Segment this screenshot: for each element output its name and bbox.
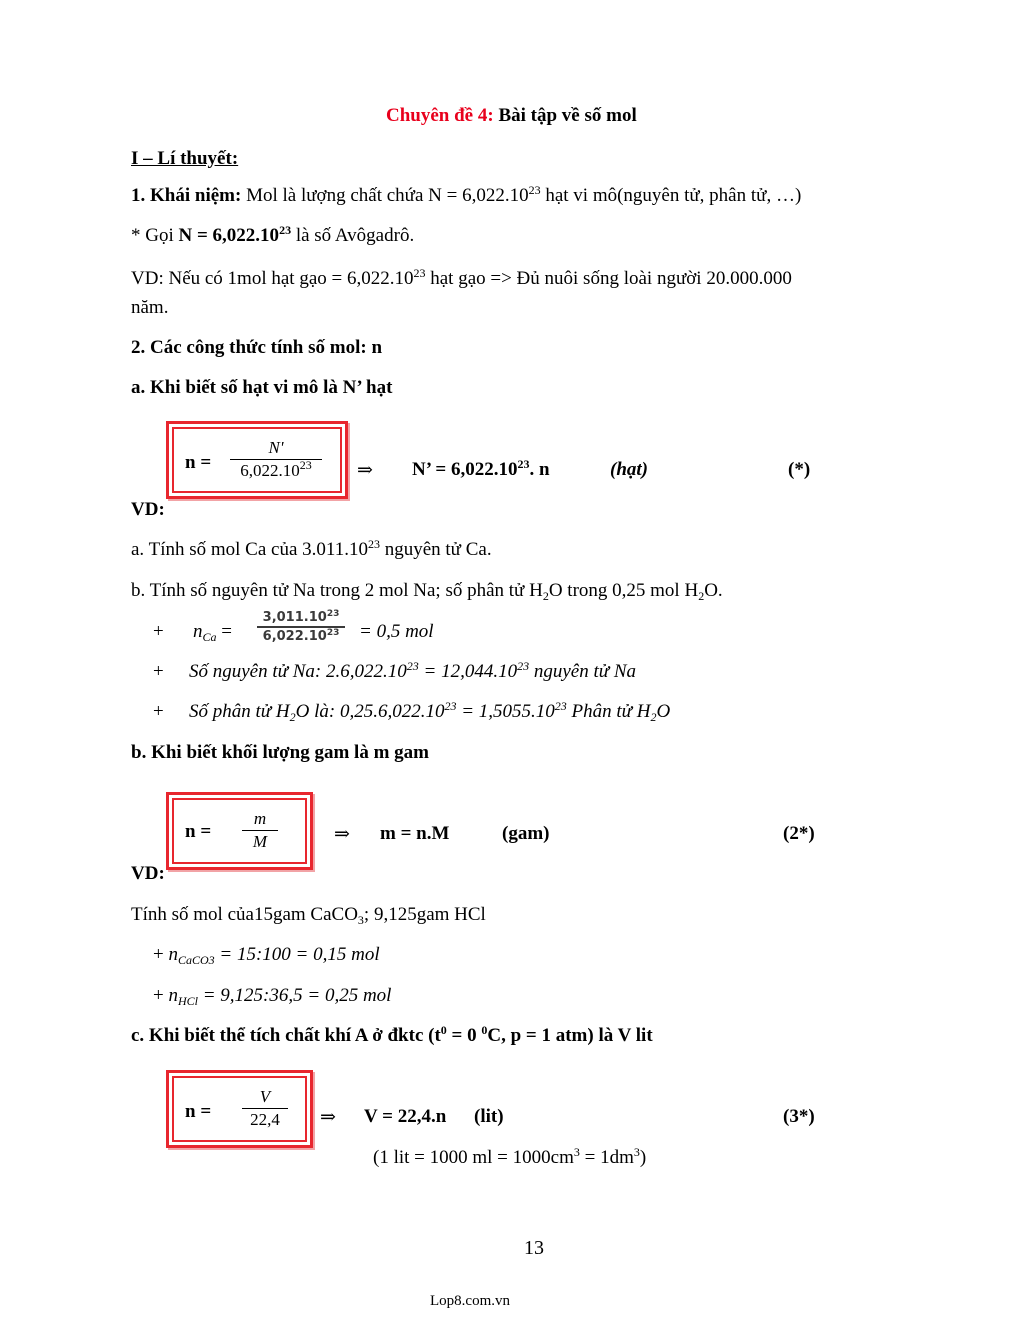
formula-box-b — [166, 792, 313, 870]
part-a-vd: VD: — [131, 499, 165, 520]
rice-text-2: hạt gạo => Đủ nuôi sống loài người 20.000.000 — [425, 268, 792, 289]
section-heading-theory: I – Lí thuyết: — [131, 148, 239, 169]
formula-b-denominator: M — [242, 830, 278, 853]
formula-a-numerator: N' — [268, 438, 284, 457]
sol1-plus: + — [153, 621, 164, 642]
formula-b-unit: (gam) — [502, 823, 550, 844]
rice-exp: 23 — [413, 266, 426, 280]
formula-a-n: n = — [185, 452, 212, 473]
avogadro-text-2: là số Avôgadrô. — [291, 225, 415, 246]
part-b-sol1: + $n_{CaCO3}$ = 15:100 = 0,15 mol — [153, 944, 380, 967]
formula-b-fraction — [242, 808, 278, 853]
part-a-exercise-b: b. Tính số nguyên tử Na trong 2 mol Na; số phân tử $H_2O$ trong 0,25 mol $H_2O$. — [131, 580, 723, 603]
sol3-text: Số phân tử $H_2O$ là: $0,25.6,022.10^{23} = 1,5055.10^{23}$ Phân tử $H_2O$ — [189, 699, 671, 724]
page-number: 13 — [524, 1237, 544, 1259]
part-b-vd: VD: — [131, 863, 165, 884]
formula-c-n: n = — [185, 1101, 212, 1122]
formula-a-result: N’ = $6,022.10^{23}$. n — [412, 457, 550, 480]
avogadro-exp: 23 — [279, 223, 292, 237]
formula-a-denominator: 6,022.10$^{23}$ — [230, 459, 322, 482]
sol1-denominator: 6,022.10$^{23}$ — [262, 628, 340, 644]
formula-b-numerator: m — [253, 809, 267, 828]
formula-c-unit: (lit) — [474, 1106, 504, 1127]
formula-b-result: m = n.M — [380, 823, 450, 844]
concept-text-2: hạt vi mô(nguyên tử, phân tử, …) — [540, 185, 802, 206]
formula-box-a — [166, 421, 348, 499]
sol1-result: = 0,5 mol — [359, 621, 434, 642]
rice-example-line — [131, 267, 928, 291]
part-a-heading: a. Khi biết số hạt vi mô là N’ hạt — [131, 377, 393, 398]
sol1-numerator: 3,011.10$^{23}$ — [257, 609, 345, 628]
concept-line — [131, 184, 801, 208]
formula-c-numerator: V — [259, 1087, 271, 1106]
part-c-heading: c. Khi biết thể tích chất khí A ở đktc ($t^0 = 0$ $^0$C, p = 1 atm) là V lit — [131, 1023, 653, 1046]
title-main: Bài tập về số mol — [498, 105, 637, 126]
formula-c-result: V = 22,4.n — [364, 1106, 447, 1127]
rice-example-line-2: năm. — [131, 297, 169, 318]
formula-b-tag: (2*) — [783, 823, 815, 844]
concept-text: Mol là lượng chất chứa N = 6,022.10 — [241, 185, 529, 206]
rice-text: VD: Nếu có 1mol hạt gạo = 6,022.10 — [131, 268, 414, 289]
avogadro-text: * Gọi — [131, 225, 179, 246]
formula-b-n: n = — [185, 821, 212, 842]
formula-c-fraction — [242, 1086, 288, 1131]
sol3-plus: + — [153, 701, 164, 722]
arrow-icon: ⇒ — [320, 1107, 336, 1128]
sol1-fraction — [257, 609, 345, 645]
part-b-sol2: + $n_{HCl}$ = 9,125:36,5 = 0,25 mol — [153, 985, 392, 1008]
arrow-icon: ⇒ — [357, 460, 373, 481]
title-prefix: Chuyên đề 4: — [386, 105, 494, 126]
avogadro-line — [131, 224, 414, 248]
arrow-icon: ⇒ — [334, 824, 350, 845]
concept-exp: 23 — [528, 183, 541, 197]
part-c-note: (1 lit = 1000 ml = $1000cm^3 = 1dm^3$) — [373, 1145, 647, 1168]
avogadro-number: N = 6,022.10 — [178, 225, 280, 246]
formula-a-unit: (hạt) — [610, 459, 648, 480]
formulas-heading: 2. Các công thức tính số mol: n — [131, 337, 383, 358]
formula-a-tag: (*) — [788, 459, 811, 480]
sol2-plus: + — [153, 661, 164, 682]
formula-c-tag: (3*) — [783, 1106, 815, 1127]
sol2-text: Số nguyên tử Na: $2.6,022.10^{23} = 12,044.10^{23}$ nguyên tử Na — [189, 659, 637, 682]
footer-site: Lop8.com.vn — [430, 1293, 510, 1309]
page-title — [386, 104, 637, 128]
concept-label: 1. Khái niệm: — [131, 185, 242, 206]
sol1-n: $n_{Ca}$ = — [193, 621, 232, 644]
formula-box-c — [166, 1070, 313, 1148]
formula-a-fraction — [230, 437, 322, 482]
part-b-exercise: Tính số mol của15gam CaCO$_3$; 9,125gam HCl — [131, 904, 486, 927]
part-b-heading: b. Khi biết khối lượng gam là m gam — [131, 742, 429, 763]
formula-c-denominator: 22,4 — [242, 1108, 288, 1131]
part-a-exercise-a: a. Tính số mol Ca của 3.011.10$^{23}$ nguyên tử Ca. — [131, 537, 492, 560]
